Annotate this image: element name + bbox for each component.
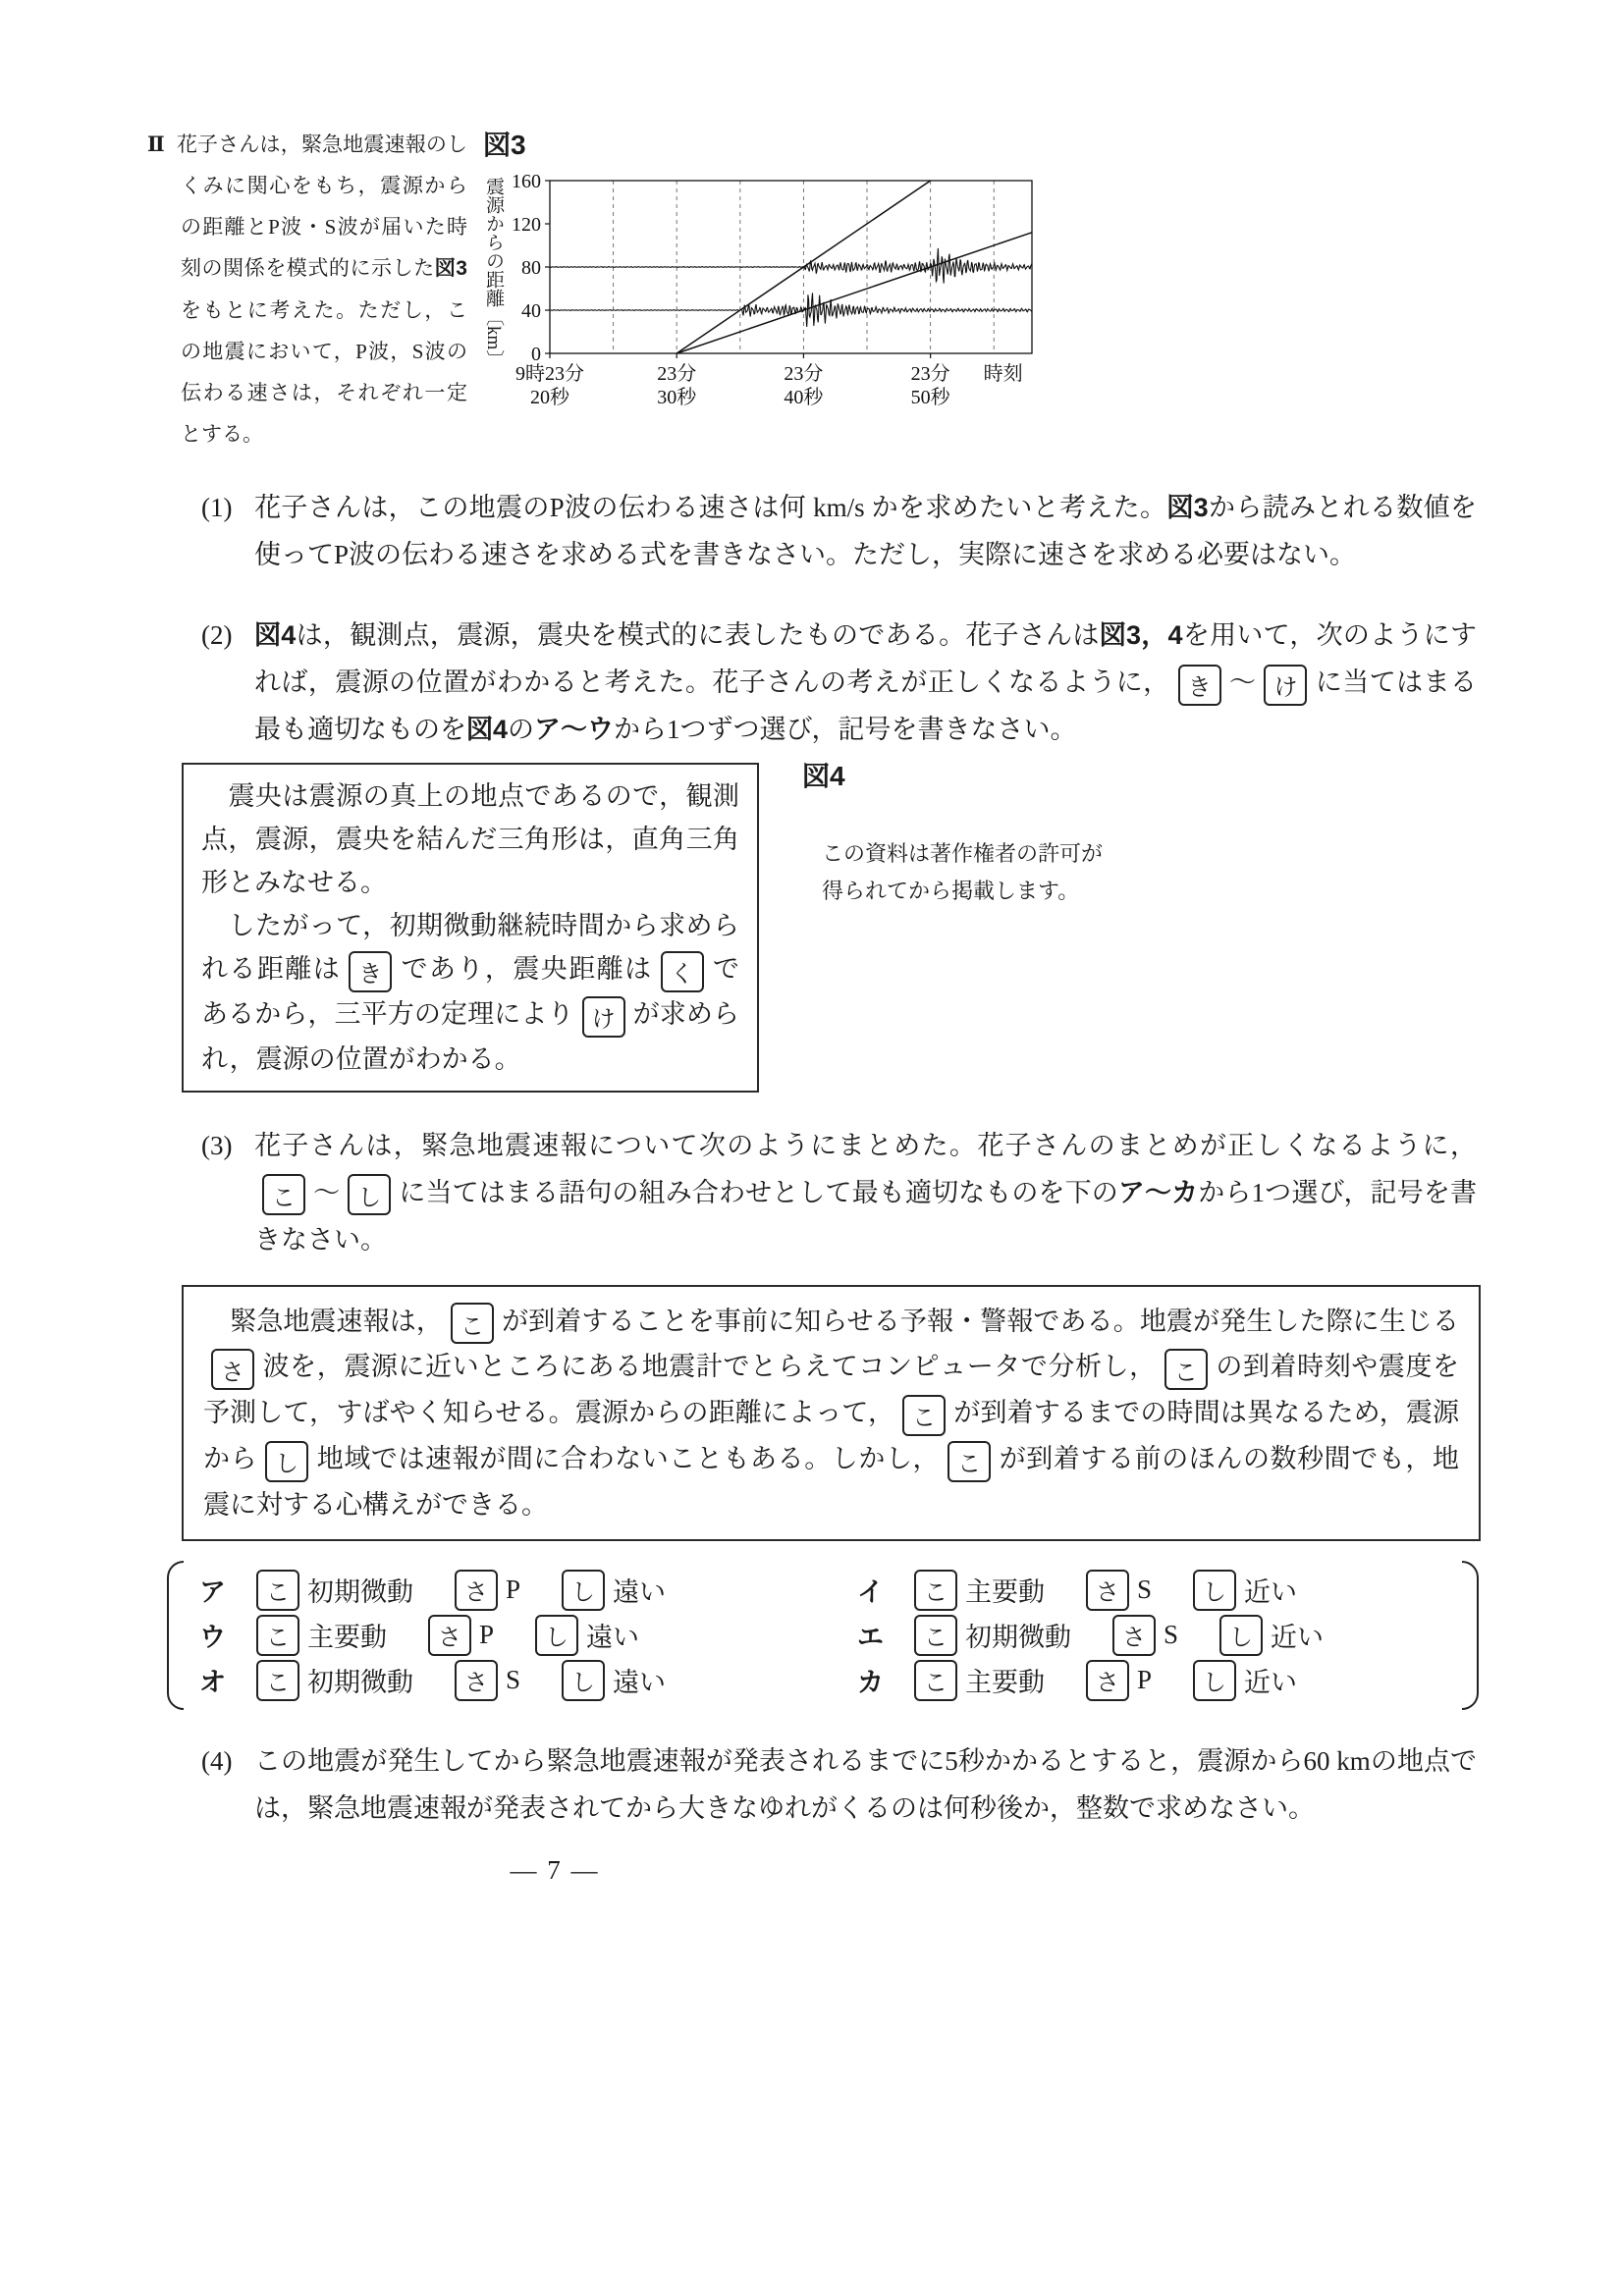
- answer-placeholder-box: し: [1193, 1660, 1236, 1701]
- text-run: から1つ選び，記号を書きなさい。: [254, 1177, 1478, 1255]
- copyright-notice: [822, 835, 1103, 910]
- question-2: [201, 612, 1477, 753]
- emphasis-text: 図4: [466, 715, 509, 744]
- choice-text: 近い: [1271, 1623, 1325, 1653]
- text-run: 緊急地震速報は，: [203, 1306, 443, 1336]
- seismogram-trace-40km: [550, 293, 1032, 327]
- choice-エ: [857, 1614, 1446, 1657]
- choice-ア: [199, 1569, 788, 1612]
- text-run: 花子さんは，この地震のP波の伝わる速さは何 km/s かを求めたいと考えた。: [254, 493, 1167, 522]
- choice-label: ウ: [199, 1623, 226, 1653]
- x-tick-label: 23分: [784, 363, 824, 385]
- emphasis-text: 図3: [434, 257, 467, 280]
- y-tick-label: 0: [531, 344, 541, 365]
- answer-placeholder-box: こ: [256, 1570, 299, 1611]
- answer-placeholder-box: こ: [914, 1660, 957, 1701]
- y-tick-label: 160: [512, 171, 541, 192]
- question-3: [201, 1122, 1477, 1263]
- text-run: 花子さんは，緊急地震速報について次のようにまとめた。花子さんのまとめが正しくなるように，: [254, 1130, 1477, 1160]
- seismogram-trace-80km: [550, 248, 1032, 284]
- choice-text: 遠い: [613, 1668, 667, 1698]
- choice-text: S: [1137, 1575, 1153, 1605]
- x-tick-label: 50秒: [910, 387, 950, 408]
- intro-and-figure3-row: [147, 124, 1477, 454]
- answer-placeholder-box: さ: [211, 1349, 254, 1390]
- choice-text: 初期微動: [307, 1668, 413, 1698]
- explanation-box: [182, 763, 759, 1093]
- copyright-notice-line2: 得られてから掲載します。: [822, 879, 1080, 903]
- intro-text: [177, 133, 467, 446]
- x-tick-label: 23分: [910, 363, 950, 385]
- choice-イ: [857, 1569, 1446, 1612]
- summary-box: [182, 1285, 1481, 1541]
- answer-placeholder-box: こ: [451, 1303, 494, 1344]
- choice-text: 初期微動: [307, 1577, 413, 1608]
- answer-placeholder-box: し: [1219, 1615, 1263, 1656]
- y-tick-label: 80: [521, 257, 541, 279]
- emphasis-text: ア～ウ: [534, 715, 615, 744]
- x-tick-label: 30秒: [657, 387, 697, 408]
- answer-placeholder-box: こ: [262, 1174, 305, 1215]
- choice-text: S: [506, 1665, 521, 1695]
- y-axis-label: 震源からの距離〔km〕: [483, 177, 504, 369]
- text-run: の: [508, 715, 535, 744]
- answer-placeholder-box: け: [582, 996, 625, 1038]
- answer-placeholder-box: し: [562, 1660, 605, 1701]
- x-tick-label: 9時23分: [515, 363, 584, 385]
- text-run: から1つずつ選び，記号を書きなさい。: [614, 715, 1077, 744]
- answer-placeholder-box: き: [349, 951, 392, 992]
- text-run: に当てはまる語句の組み合わせとして最も適切なものを下の: [399, 1177, 1118, 1207]
- page-number: — 7 —: [510, 1854, 600, 1885]
- text-run: は，観測点，震源，震央を模式的に表したものである。花子さんは: [296, 620, 1100, 650]
- question-1-number: (1): [201, 493, 233, 522]
- answer-placeholder-box: さ: [428, 1615, 471, 1656]
- answer-placeholder-box: さ: [455, 1660, 498, 1701]
- text-run: が到着することを事前に知らせる予報・警報である。地震が発生した際に生じる: [501, 1306, 1459, 1336]
- choice-text: 主要動: [965, 1668, 1045, 1698]
- question-2-number: (2): [201, 620, 233, 650]
- copyright-notice-line1: この資料は著作権者の許可が: [822, 841, 1104, 866]
- answer-placeholder-box: こ: [256, 1615, 299, 1656]
- answer-placeholder-box: さ: [1086, 1660, 1129, 1701]
- emphasis-text: 図3: [1166, 493, 1209, 522]
- choice-text: 主要動: [307, 1623, 387, 1653]
- answer-placeholder-box: し: [1193, 1570, 1236, 1611]
- section-numeral: Ⅱ: [147, 133, 165, 156]
- choice-text: P: [479, 1620, 495, 1650]
- answer-placeholder-box: こ: [1164, 1349, 1208, 1390]
- answer-choices: [167, 1561, 1479, 1710]
- choice-text: 初期微動: [965, 1623, 1071, 1653]
- answer-placeholder-box: し: [348, 1174, 391, 1215]
- question-4-text: [254, 1737, 1477, 1832]
- text-run: 地域では速報が間に合わないこともある。しかし，: [316, 1443, 941, 1473]
- choice-text: S: [1164, 1620, 1179, 1650]
- question-1: [201, 484, 1477, 578]
- answer-placeholder-box: し: [265, 1441, 308, 1482]
- intro-paragraph: [147, 124, 467, 454]
- figure3: [481, 124, 1043, 410]
- answer-placeholder-box: さ: [1112, 1615, 1156, 1656]
- emphasis-text: 図4: [254, 620, 297, 650]
- choice-label: オ: [199, 1668, 226, 1698]
- question-2-text: [254, 612, 1477, 753]
- figure4-title: 図4: [802, 761, 845, 791]
- text-run: を用いて，次のようにすれば，震源の位置がわかると考えた。花子さんの考えが正しくなるように，: [254, 620, 1477, 697]
- question-4: [201, 1737, 1477, 1832]
- text-run: が求められ，震源の位置がわかる。: [201, 998, 740, 1074]
- text-run: 波を，震源に近いところにある地震計でとらえてコンピュータで分析し，: [262, 1352, 1157, 1382]
- explanation-and-figure4-row: [182, 763, 1477, 1093]
- answer-placeholder-box: さ: [455, 1570, 498, 1611]
- x-tick-label: 23分: [657, 363, 697, 385]
- text-run: 花子さんは，緊急地震速報のしくみに関心をもち，震源からの距離とP波・S波が届いた時刻の関係を模式的に示した: [176, 133, 468, 280]
- choice-text: 遠い: [613, 1577, 667, 1608]
- left-bracket-icon: [167, 1561, 184, 1710]
- s-wave-line: [677, 233, 1032, 353]
- answer-placeholder-box: き: [1178, 665, 1221, 706]
- y-tick-label: 40: [521, 300, 541, 322]
- emphasis-text: ア～カ: [1117, 1177, 1199, 1207]
- text-run: が到着する前のほんの数秒間でも，地震に対する心構えができる。: [203, 1443, 1460, 1520]
- choice-text: P: [506, 1575, 521, 1605]
- emphasis-text: 図3，4: [1099, 620, 1183, 650]
- text-run: が到着するまでの時間は異なるため，震源から: [203, 1398, 1460, 1473]
- figure3-chart: [505, 167, 1043, 410]
- choice-カ: [857, 1659, 1446, 1702]
- text-run: をもとに考えた。ただし，この地震において，P波，S波の伝わる速さは，それぞれ一定とする。: [181, 298, 467, 446]
- text-run: の到着時刻や震度を予測して，すばやく知らせる。震源からの距離によって，: [203, 1352, 1460, 1428]
- answer-placeholder-box: さ: [1086, 1570, 1129, 1611]
- choice-text: 主要動: [965, 1577, 1045, 1608]
- text-run: であり，震央距離は: [400, 954, 653, 984]
- answer-placeholder-box: し: [535, 1615, 578, 1656]
- text-run: 震央は震源の真上の地点であるので，観測点，震源，震央を結んだ三角形は，直角三角形とみなせる。: [201, 781, 739, 897]
- text-run: から読みとれる数値を使ってP波の伝わる速さを求める式を書きなさい。ただし，実際に速さを求める必要はない。: [254, 493, 1477, 569]
- answer-placeholder-box: け: [1264, 665, 1307, 706]
- choice-オ: [199, 1659, 788, 1702]
- choice-label: カ: [857, 1668, 884, 1698]
- x-axis-title: 時刻: [983, 363, 1023, 385]
- text-run: ～: [313, 1177, 341, 1207]
- answer-placeholder-box: こ: [902, 1395, 946, 1436]
- text-run: この地震が発生してから緊急地震速報が発表されるまでに5秒かかるとすると，震源から60 kmの地点では，緊急地震速報が発表されてから大きなゆれがくるのは何秒後か，整数で求めなさい。: [254, 1745, 1477, 1823]
- answer-placeholder-box: く: [661, 951, 704, 992]
- answer-placeholder-box: し: [562, 1570, 605, 1611]
- figure3-body: [481, 167, 1043, 410]
- question-3-text: [254, 1122, 1477, 1263]
- answer-placeholder-box: こ: [256, 1660, 299, 1701]
- right-bracket-icon: [1462, 1561, 1479, 1710]
- text-run: に当てはまる最も適切なものを: [254, 667, 1478, 744]
- y-tick-label: 120: [512, 214, 541, 236]
- choice-label: ア: [199, 1577, 226, 1608]
- answer-placeholder-box: こ: [947, 1441, 991, 1482]
- question-1-text: [254, 484, 1477, 578]
- text-run: であるから，三平方の定理により: [201, 954, 739, 1029]
- x-tick-label: 40秒: [784, 387, 824, 408]
- choice-text: 近い: [1244, 1668, 1298, 1698]
- answer-placeholder-box: こ: [914, 1570, 957, 1611]
- x-tick-label: 20秒: [530, 387, 569, 408]
- answer-placeholder-box: こ: [914, 1615, 957, 1656]
- choice-label: イ: [857, 1577, 884, 1608]
- choice-text: P: [1137, 1665, 1153, 1695]
- question-4-number: (4): [201, 1745, 233, 1776]
- choice-label: エ: [857, 1623, 884, 1653]
- choice-text: 遠い: [586, 1623, 640, 1653]
- figure3-title: 図3: [483, 130, 526, 160]
- choice-ウ: [199, 1614, 788, 1657]
- choice-text: 近い: [1244, 1577, 1298, 1608]
- choices-grid: [199, 1561, 1446, 1710]
- text-run: ～: [1228, 667, 1257, 697]
- text-run: したがって，初期微動継続時間から求められる距離は: [201, 911, 739, 984]
- question-3-number: (3): [201, 1130, 233, 1160]
- figure4: [802, 755, 1103, 910]
